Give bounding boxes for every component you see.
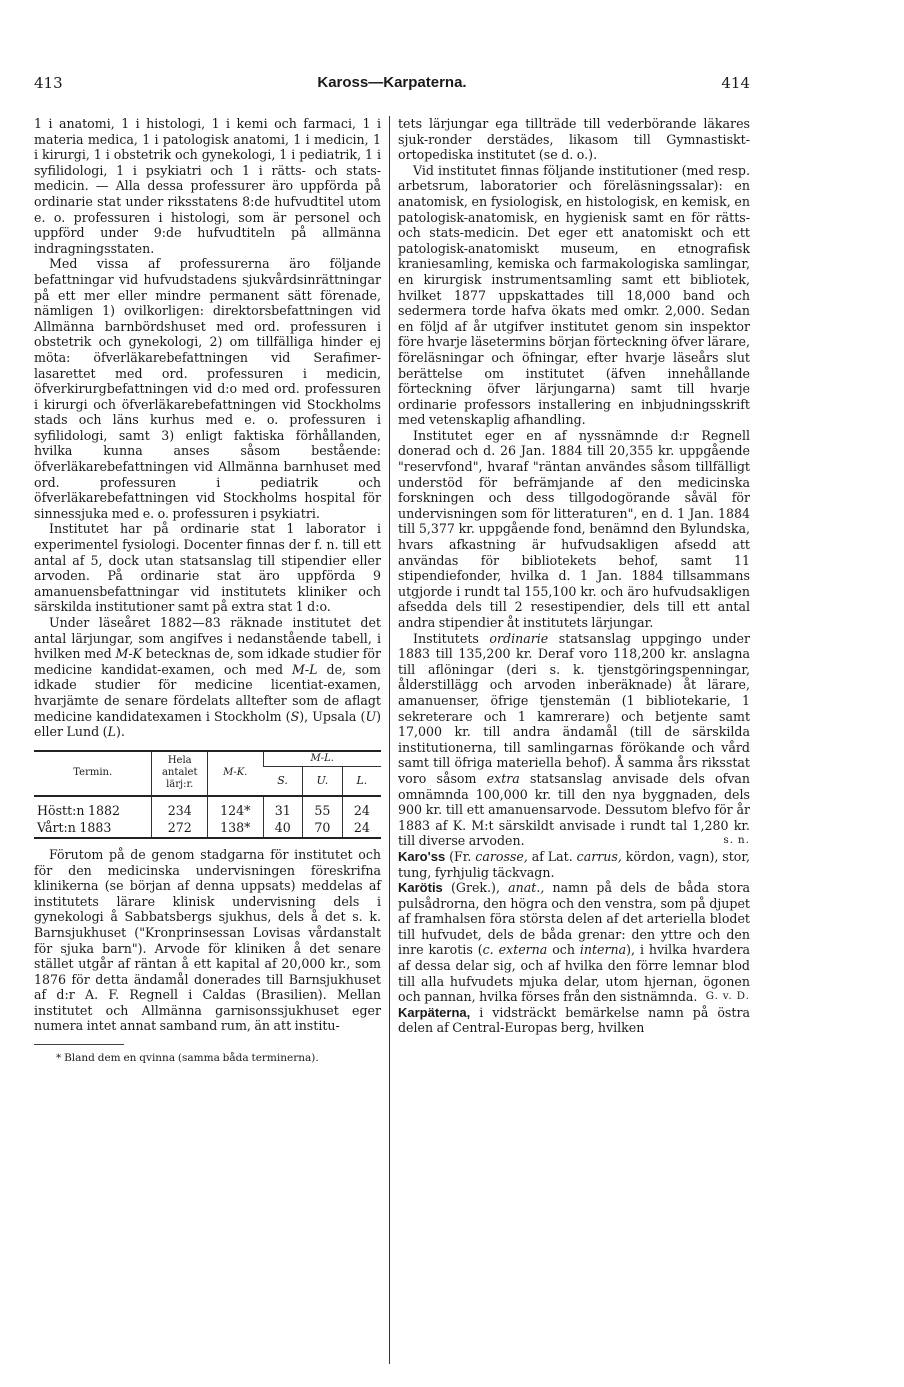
header-l: L. [342,766,381,796]
column-divider [389,116,390,1364]
header-ml: M-L. [263,751,381,767]
paragraph: Vid institutet finnas följande institutioner (med resp. arbetsrum, laboratorier och föreläsningssalar): en anatomisk, en fysiologisk, en histologisk, en kemisk, en patologisk-anatomisk, en hygienisk samt en för rätts- och stats-medicin. Det eger ett anatomiskt och ett patologisk-anatomiskt museum, en etnografisk kraniesamling, kemiska och farmakologiska samlingar, en kirurgisk instrumentsamling samt ett bibliotek, hvilket 1877 uppskattades till 18,000 band och sedermera torde hafva ökats med omkr. 2,000. Sedan en följd af år utgifver institutet genom sin inspektor före hvarje läsetermins början förteckning öfver lärare, föreläsningar och öfningar, efter hvarje läseårs slut berättelse om institutet (äfven innehållande förteckning öfver lärjungarna) samt till hvarje ordinarie professors installering en inbjudningsskrift med vetenskaplig afhandling. [398,162,750,428]
headword: Karötis [398,880,443,896]
table-row: Vårt:n 1883 272 138* 40 70 24 [34,819,381,838]
right-column [398,116,750,1036]
entry-karpaterna: Karpäterna, i vidsträckt bemärkelse namn på östra delen af Central-Europas berg, hvilken [398,1004,750,1036]
header-hela: Hela antalet lärj:r. [152,751,208,796]
paragraph: tets lärjungar ega tillträde till vederbörande läkares sjuk-ronder derstädes, likasom till Gymnastiskt-ortopediska institutet (se d. o.). [398,116,750,163]
paragraph: Förutom på de genom stadgarna för institutet och för den medicinska undervisningen föreskrifna klinikerna (se början af denna uppsats) meddelas af institutets lärare klinisk undervisning dels i gynekologi å Sabbatsbergs sjukhus, dels å det s. k. Barnsjukhuset ("Kronprinsessan Lovisas vårdanstalt för sjuka barn"). Arvode för kliniken å det senare stället utgår af räntan å ett kapital af 20,000 kr., som 1876 för detta ändamål donerades till Barnsjukhuset af d:r A. F. Regnell i Caldas (Brasilien). Mellan institutet och Allmänna garnisonssjukhuset eger numera intet annat samband rum, än att institu- [34,846,381,1034]
page-header [34,74,750,98]
header-mk: M-K. [207,751,263,796]
paragraph: Under läseåret 1882—83 räknade institutet det antal lärjungar, som angifves i nedanstående tabell, i hvilken med M-K betecknas de, som idkade studier för medicine kandidat-examen, och med M-L de, som idkade studier för medicine licentiat-examen, hvarjämte de senare fördelats alltefter som de aflagt medicine kandidatexamen i Stockholm (S), Upsala (U) eller Lund (L). [34,615,381,740]
author-signature: s. n. [723,834,750,847]
paragraph: Institutet eger en af nyssnämnde d:r Regnell donerad och d. 26 Jan. 1884 till 20,355 kr. uppgående "reservfond", hvaraf "räntan användes såsom tillfälligt understöd för befrämjande af den medicinska forskningen och dess tillgodogörande såväl för undervisningen som för litteraturen", en d. 1 Jan. 1884 till 5,377 kr. uppgående fond, benämnd den Bylundska, hvars afkastning är hufvudsakligen afsedd att användas för bibliotekets behof, samt 11 stipendiefonder, hvilka d. 1 Jan. 1884 tillsammans utgjorde i rundt tal 155,100 kr. och äro hufvudsakligen afsedda dels till 2 resestipendier, dels till ett antal andra stipendier åt institutets lärjungar. [398,427,750,630]
students-table [34,750,381,839]
header-termin: Termin. [34,751,152,796]
paragraph: Institutets ordinarie statsanslag uppgingo under 1883 till 135,200 kr. Deraf voro 118,200 kr. anslagna till aflöningar (deri s. k. tjenstgöringspenningar, ålderstillägg och arvoden inberäknade) åt lärare, amanuenser, öfrige tjenstemän (1 bibliotekarie, 1 sekreterare och 1 kamrerare) och betjente samt 17,000 kr. till andra ändamål (till de särskilda institutionerna, till samlingarnas förökande och vård samt till öfriga materiella behof). Å samma års riksstat voro såsom extra statsanslag anvisade dels ofvan omnämnda 100,000 kr. till den nya byggnaden, dels 900 kr. till ett amanuensarvode. Dessutom blefvo för år 1883 af K. M:t särskildt anvisade i rundt tal 1,280 kr. till diverse arvoden. [398,630,751,849]
paragraph: Institutet har på ordinarie stat 1 laborator i experimentel fysiologi. Docenter finnas der f. n. till ett antal af 5, dock utan statsanslag till stipendier eller arvoden. På ordinarie stat äro uppförda 9 amanuensbefattningar vid institutets kliniker och särskilda institutioner samt på extra stat 1 d:o. [34,521,381,615]
page-number-right: 414 [721,74,750,92]
entry-karotis: Karötis (Grek.), anat., namn på dels de båda stora pulsådrorna, den högra och den venstra, som på djupet af framhalsen föra största delen af det arteriella blodet till hufvudet, dels de båda grenar: den yttre och den inre karotis (c. externa och interna), i hvilka hvardera af dessa delar sig, och af hvilka den förre lemnar blod till alla hufvudets mjuka delar, utom hjernan, ögonen och pannan, hvilka förses från den sistnämnda. [398,880,750,1005]
table-row: Höstt:n 1882 234 124* 31 55 24 [34,796,381,820]
running-title: Kaross—Karpaterna. [317,74,467,91]
footnote: * Bland dem en qvinna (samma båda terminerna). [56,1052,319,1065]
page-number-left: 413 [34,74,63,92]
header-s: S. [263,766,303,796]
paragraph: 1 i anatomi, 1 i histologi, 1 i kemi och farmaci, 1 i materia medica, 1 i patologisk anatomi, 1 i medicin, 1 i kirurgi, 1 i obstetrik och gynekologi, 1 i pediatrik, 1 i syfilidologi, 1 i psykiatri och 1 i rätts- och stats-medicin. — Alla dessa professurer äro uppförda på ordinarie stat under riksstatens 8:de hufvudtitel utom e. o. professuren i histologi, som är personel och uppförd under 9:de hufvudtiteln på allmänna indragningsstaten. [34,116,381,256]
header-u: U. [303,766,343,796]
author-signature: G. v. D. [705,990,750,1003]
footnote-rule [34,1044,124,1045]
entry-kaross: Karo'ss (Fr. carosse, af Lat. carrus, kördon, vagn), stor, tung, fyrhjulig täckvagn. [398,848,751,880]
left-column [34,116,381,1065]
paragraph: Med vissa af professurerna äro följande befattningar vid hufvudstadens sjukvårdsinrättningar på ett mer eller mindre permanent sätt förenade, nämligen 1) ovilkorligen: direktorsbefattningen vid Allmänna barnbördshuset med ord. professuren i obstetrik och gynekologi, 2) om tillfälliga hinder ej möta: öfverläkarebefattningen vid Serafimer-lasarettet med ord. professuren i medicin, öfverkirurgbefattningen vid d:o med ord. professuren i kirurgi och öfverläkarebefattningen vid Stockholms stads och läns kurhus med e. o. professuren i syfilidologi, samt 3) enligt faktiska förhållanden, hvilka kunna anses såsom bestående: öfverläkarebefattningen vid Allmänna barnhuset med ord. professuren i pediatrik och öfverläkarebefattningen vid Stockholms hospital för sinnessjuka med e. o. professuren i psykiatri. [34,256,381,521]
headword: Karo'ss [398,848,446,864]
headword: Karpäterna, [398,1004,471,1020]
